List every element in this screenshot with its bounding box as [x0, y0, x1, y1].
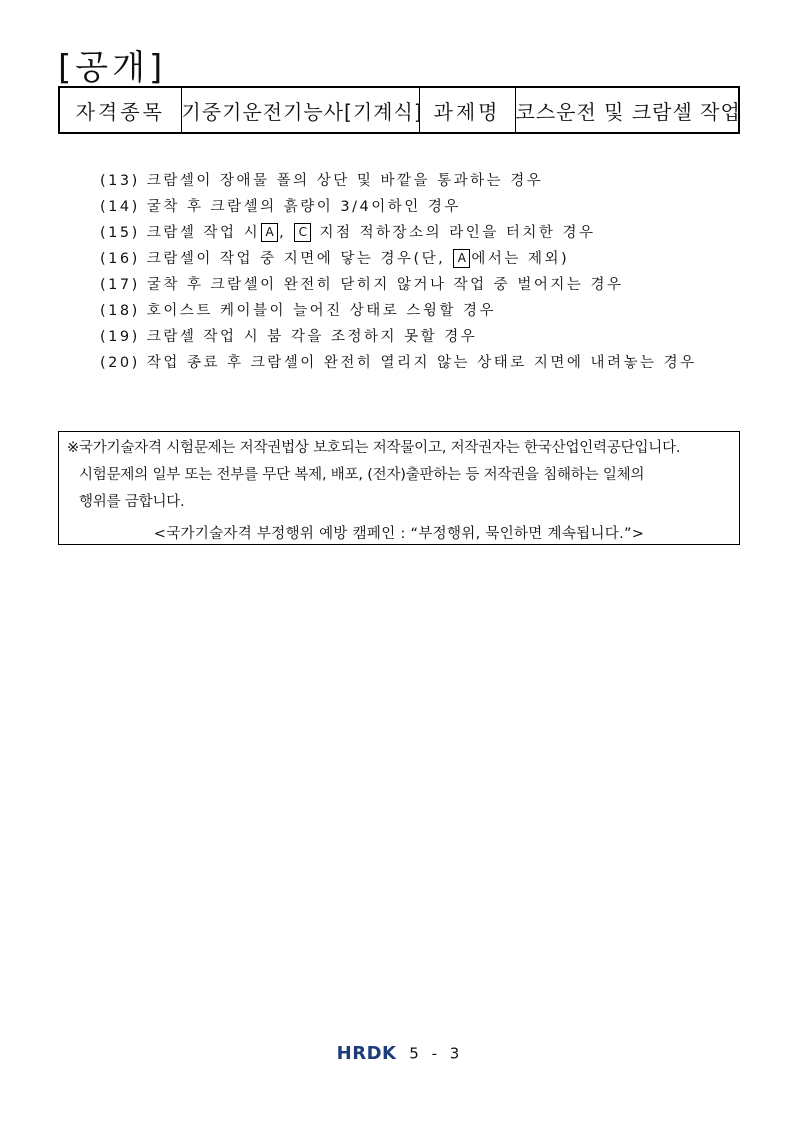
- copyright-notice-line: 행위를 금합니다.: [79, 494, 185, 510]
- page-number: 5 - 3: [409, 1044, 464, 1063]
- criteria-text: 크람셀 작업 시 붐 각을 조정하지 못할 경우: [146, 329, 478, 345]
- criteria-text: 크람셀이 작업 중 지면에 닿는 경우(단,: [146, 251, 446, 267]
- criteria-number: (18): [100, 303, 140, 319]
- exam-info-row: [59, 87, 739, 133]
- task-value-cell: 코스운전 및 크람셀 작업: [515, 87, 739, 133]
- criteria-item: [100, 220, 697, 246]
- criteria-text: 크람셀 작업 시: [146, 225, 261, 241]
- criteria-text: 호이스트 케이블이 늘어진 상태로 스윙할 경우: [146, 303, 497, 319]
- criteria-item: [100, 298, 697, 324]
- criteria-item: [100, 168, 697, 194]
- criteria-item: [100, 246, 697, 272]
- copyright-notice-line: 시험문제의 일부 또는 전부를 무단 복제, 배포, (전자)출판하는 등 저작권을 침해하는 일체의: [79, 467, 645, 483]
- criteria-text: 작업 종료 후 크람셀이 완전히 열리지 않는 상태로 지면에 내려놓는 경우: [146, 355, 697, 371]
- hrdk-logo: HRDK: [336, 1043, 397, 1064]
- criteria-number: (20): [100, 355, 140, 371]
- criteria-number: (13): [100, 173, 140, 189]
- criteria-text: 지점 적하장소의 라인을 터치한 경우: [319, 225, 596, 241]
- criteria-separator: ,: [279, 225, 287, 241]
- task-label-cell: 과제명: [419, 87, 515, 133]
- criteria-item: [100, 272, 697, 298]
- copyright-notice-box: [58, 431, 740, 545]
- deduction-criteria-list: [100, 168, 697, 376]
- criteria-text: 크람셀이 장애물 폴의 상단 및 바깥을 통과하는 경우: [146, 173, 544, 189]
- point-a-box: A: [453, 249, 470, 268]
- point-c-box: C: [294, 223, 311, 242]
- criteria-text: 에서는 제외): [471, 251, 570, 267]
- criteria-text: 굴착 후 크람셀의 흙량이 3/4이하인 경우: [146, 199, 461, 215]
- criteria-number: (14): [100, 199, 140, 215]
- page-footer: [0, 1043, 800, 1064]
- point-a-box: A: [261, 223, 278, 242]
- criteria-item: [100, 350, 697, 376]
- disclosure-label: [공개]: [58, 48, 167, 88]
- copyright-notice-line: ※국가기술자격 시험문제는 저작권법상 보호되는 저작물이고, 저작권자는 한국산업인력공단입니다.: [67, 440, 681, 456]
- criteria-text: 굴착 후 크람셀이 완전히 닫히지 않거나 작업 중 벌어지는 경우: [146, 277, 624, 293]
- criteria-number: (15): [100, 225, 140, 241]
- criteria-number: (17): [100, 277, 140, 293]
- campaign-slogan: <국가기술자격 부정행위 예방 캠페인 : “부정행위, 묵인하면 계속됩니다.”>: [153, 526, 645, 542]
- exam-info-table: [58, 86, 740, 134]
- criteria-number: (16): [100, 251, 140, 267]
- field-value-cell: 기중기운전기능사[기계식]: [181, 87, 419, 133]
- criteria-item: [100, 194, 697, 220]
- field-label-cell: 자격종목: [59, 87, 181, 133]
- criteria-item: [100, 324, 697, 350]
- criteria-number: (19): [100, 329, 140, 345]
